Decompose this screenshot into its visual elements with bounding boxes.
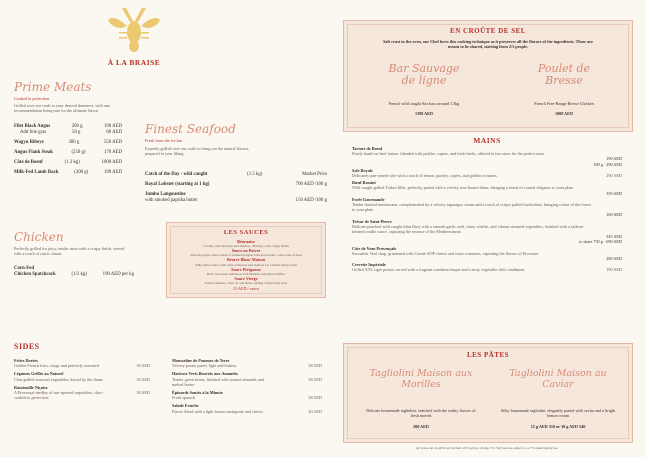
prime-subtitle: Cooked to perfection [14, 96, 50, 101]
sauce-desc: Creamy with tarragon and shallots, offering a rich, tangy finish [203, 244, 289, 249]
list-item: Filet Black Angus 200 g 190 AED [14, 124, 122, 129]
pates-item-price: 200 AED [413, 424, 429, 429]
list-item: Add foie gras 50 g 60 AED [20, 130, 122, 135]
sauce-name: Sauce au Poivre [231, 248, 261, 254]
croute-title: EN CROÛTE DE SEL [450, 27, 526, 35]
list-item: Frites Dorées Golden French fries, crispy and perfectly seasoned 38 AED [14, 358, 150, 369]
list-item: Côte de Boeuf (1.3 kg) 1000 AED [14, 160, 122, 165]
list-item: Épinards Sautés à la Minute Fresh spinach 38 AED [172, 390, 322, 401]
sauce-desc: Silky butter sauce with wine reduction and shallots for a subtle fruity touch [194, 262, 298, 267]
sides-right [172, 358, 322, 414]
list-item: Corn-Fed [14, 266, 34, 271]
croute-item-desc: French wild caught Sea bass around 1.5kg [388, 101, 460, 106]
croute-item-title: Poulet de Bresse [537, 62, 591, 87]
list-item: Tartare de Boeuf Finely hand-cut beef tartare, blended with pickles, capers, and fresh herbs, offered in two sizes for the perfect taste 190 AED 180 g · 290 AED [352, 146, 622, 167]
sauce-desc: Fresh tomatoes, olive oil and herbs, adding a light zesty note [204, 281, 288, 286]
sauces-list [177, 239, 315, 291]
seafood-list [145, 172, 327, 204]
croute-panel [343, 20, 633, 132]
chicken-list [14, 266, 134, 278]
croute-item-price: 1000 AED [554, 111, 574, 116]
list-item: Bœuf Rossini Wild caught grilled Turbot fillet, perfectly paired with a velvety rose beurre blanc, bringing a touch of coastal elegance to your plate 350 AED [352, 180, 622, 196]
list-item: with smoked paprika butter 150 AED /100 g [145, 198, 327, 203]
list-item: Salade Fraîche Flavor Salad with a light lemon vinaigrette and chives 40 AED [172, 403, 322, 414]
list-item: Côte de Veau Provençale Succulent Veal chop, gratinated with Comté AOP cheese and rustic tomatoes, capturing the flavors of Provence 280 AED [352, 245, 622, 262]
prime-list [14, 124, 122, 176]
sauce-name: Beurre Blanc Maison [226, 257, 266, 263]
seafood-title: Finest Seafood [145, 122, 236, 136]
lobster-icon [104, 6, 164, 54]
sauce-desc: Smooth pepper sauce blend of crushed peppercorns and brandy, with a bite of heat [190, 253, 302, 258]
sauce-desc: Rich veal stock reduction with Madeira and black truffles [206, 271, 286, 276]
list-item: Crevette Impériale Grilled XXL tiger prawn, served with a fragrant combava bisque and a zesty vegetable chili condiment 190 AED [352, 262, 622, 273]
seafood-desc: Expertly grilled over our coals to bring out the natural flavors, prepared to your liking. [145, 146, 250, 157]
list-item: Angus Flank Steak (250 g) 170 AED [14, 150, 122, 155]
sauce-name: Sauce Vierge [234, 275, 258, 281]
pates-item-title: Tagliolini Maison aux Morilles [369, 368, 473, 390]
list-item: Milk-Fed Lamb Rack (300 g) 190 AED [14, 170, 122, 175]
list-item: Wagyu Ribeye 300 g 550 AED [14, 140, 122, 145]
sauce-name: Béarnaise [237, 239, 255, 244]
sauces-panel [166, 222, 326, 298]
mains-title: MAINS [473, 136, 501, 145]
list-item: Forêt Gourmande Tender braised mushrooms, complemented by a velvety asparagus cream and a touch of crispy puffed buckwheat, bringing a taste of the forest to your plate 160 AED [352, 196, 622, 218]
page-title: À LA BRAISE [107, 58, 161, 67]
list-item: Légumes Grillés au Naturel Char-grilled seasonal vegetables, kissed by the flame 38 AED [14, 371, 150, 382]
list-item: Haricots Verts Beurrés aux Amandes Tender green beans, finished with toasted almonds and melted butter 38 AED [172, 371, 322, 387]
seafood-subtitle: Fresh from the ice bar [145, 138, 182, 143]
croute-desc: Salt crust in the oven, our Chef loves this cooking technique as it preserves all the flavors of the ingredients. These are meant to be shared, starting from 2/3 people. [383, 39, 593, 50]
pates-title: LES PÂTES [466, 351, 510, 359]
list-item: Royal Lobster (starting at 1 kg) 700 AED /100 g [145, 182, 327, 187]
prime-title: Prime Meats [14, 80, 92, 94]
list-item: Chicken Spatchcock (1/2 kg) 190 AED per kg [14, 272, 134, 277]
list-item: Catch of the Day - wild caught (1.5 kg) Market Price [145, 172, 327, 177]
sauce-price: 15 AED / sauce [232, 286, 260, 292]
list-item: Jumbo Langoustine [145, 192, 186, 197]
pates-item-desc: Silky homemade tagliolini, elegantly paired with caviar and a bright lemon cream [500, 408, 616, 419]
pates-item-desc: Delicate homemade tagliolini, enriched with the earthy flavors of fresh morels [366, 408, 476, 419]
prime-desc: Grilled over our coals to your desired doneness, with one recommendation being rare for the ultimate flavor. [14, 103, 110, 114]
list-item: Trésor de Saint-Pierre Delicate-poached wild caught John Dory with a smooth garlic aioli, briny whelks, and vibrant steamed vegetables, finished with a saffron-infused rouille sauce, capturing the essence of the Mediterranean 345 AED to share 750 g · 690 AED [352, 218, 622, 245]
sauce-name: Sauce Périgueux [231, 266, 261, 272]
sauces-title: LES SAUCES [223, 229, 269, 236]
sides-left [14, 358, 150, 400]
croute-item-price: 1390 AED [414, 111, 434, 116]
list-item: Mousseline de Pommes de Terre Velvety potato purée, light and buttery 38 AED [172, 358, 322, 369]
sides-title: SIDES [14, 342, 40, 351]
pates-item-price: 15 g AED 310 or 30 g AED 540 [530, 424, 586, 429]
mains-list [352, 146, 622, 273]
list-item: Ratatouille Niçoise A Provençal medley of sun-ripened vegetables, slow-cooked to perfection 38 AED [14, 384, 150, 401]
chicken-title: Chicken [14, 230, 64, 244]
croute-item-desc: French Free-Range Bresse Chicken [534, 101, 594, 106]
croute-item-title: Bar Sauvage de ligne [388, 62, 460, 87]
footer-note: All prices are in AED and include 10% service charge, 5% VAT and are subject to a 7% municipality fee. [415, 446, 559, 450]
chicken-desc: Perfectly grilled for juicy, tender meat with a crispy finish, served with a touch of rustic charm. [14, 246, 125, 257]
pates-panel [343, 343, 633, 443]
pates-item-title: Tagliolini Maison au Caviar [509, 368, 607, 390]
list-item: Sole Royale Delicately pan-seared sole with a touch of lemon, parsley, capers, and golden croutons 290 AED [352, 167, 622, 179]
